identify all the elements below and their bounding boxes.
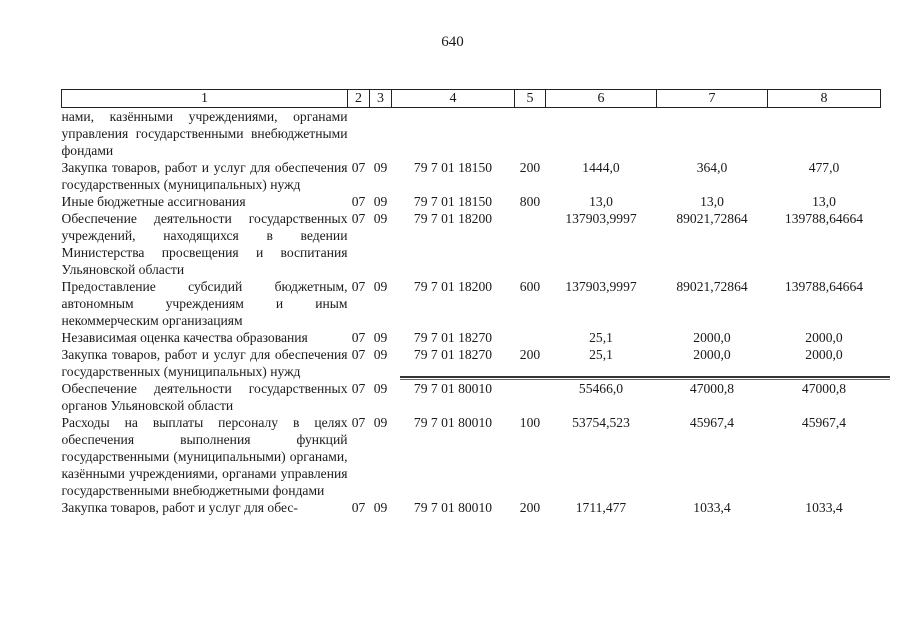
table-row <box>62 346 881 380</box>
row-value-cell-7: 2000,0 <box>693 347 731 362</box>
row-name-cell: Обеспечение деятельности государственных органов Ульяновской области <box>61 381 348 413</box>
row-value-cell-7: 2000,0 <box>693 330 731 345</box>
row-value-cell-2: 07 <box>351 194 366 209</box>
header-col-2: 2 <box>348 90 370 108</box>
row-name-cell: Расходы на выплаты персоналу в целях обеспечения выполнения функций государственными (муниципальными) органами, казёнными учреждениями, органами управления государственными внебюджетными фондами <box>61 415 348 498</box>
row-value-cell-5: 200 <box>519 347 541 362</box>
row-value-cell-3 <box>370 108 392 160</box>
row-value-cell-5: 200 <box>519 160 541 175</box>
row-value-cell-7: 1033,4 <box>693 500 731 515</box>
row-value-cell-3: 09 <box>373 279 388 294</box>
row-value-cell-2: 07 <box>351 500 366 515</box>
row-value-cell-4: 79 7 01 18150 <box>413 160 493 175</box>
row-value-cell-8: 2000,0 <box>805 347 843 362</box>
row-value-cell-2: 07 <box>351 347 366 362</box>
row-value-cell-5 <box>515 329 546 346</box>
header-col-1: 1 <box>62 90 348 108</box>
row-value-cell-8 <box>768 108 881 160</box>
table-row <box>62 193 881 210</box>
row-value-cell-8: 2000,0 <box>805 330 843 345</box>
row-value-cell-3: 09 <box>373 194 388 209</box>
row-value-cell-8: 45967,4 <box>801 415 847 430</box>
row-name-cell: Закупка товаров, работ и услуг для обеспечения государственных (муниципальных) нужд <box>61 160 348 192</box>
row-value-cell-7: 89021,72864 <box>676 211 748 226</box>
separator-line-thin <box>400 379 890 380</box>
row-name-cell: Предоставление субсидий бюджетным, автономным учреждениям и иным некоммерческим организациям <box>61 279 348 328</box>
table-row <box>62 380 881 414</box>
row-value-cell-6: 137903,9997 <box>565 279 637 294</box>
row-value-cell-8: 477,0 <box>808 160 840 175</box>
row-value-cell-5: 100 <box>519 415 541 430</box>
row-value-cell-3: 09 <box>373 330 388 345</box>
header-row <box>62 90 881 108</box>
row-name-cell: Иные бюджетные ассигнования <box>61 194 246 209</box>
table-row <box>62 210 881 278</box>
row-value-cell-7: 45967,4 <box>689 415 735 430</box>
table-row <box>62 108 881 160</box>
row-value-cell-7: 89021,72864 <box>676 279 748 294</box>
row-value-cell-3: 09 <box>373 347 388 362</box>
row-value-cell-4: 79 7 01 18200 <box>413 211 493 226</box>
row-name-cell: нами, казёнными учреждениями, органами управления государственными внебюджетными фондами <box>61 109 348 158</box>
row-value-cell-4 <box>392 108 515 160</box>
table-row <box>62 159 881 193</box>
row-value-cell-4: 79 7 01 80010 <box>413 500 493 515</box>
row-value-cell-3: 09 <box>373 211 388 226</box>
row-name-cell: Независимая оценка качества образования <box>61 330 308 345</box>
header-col-7: 7 <box>657 90 768 108</box>
budget-table <box>61 89 881 516</box>
header-col-6: 6 <box>546 90 657 108</box>
row-value-cell-5 <box>515 380 546 414</box>
row-name-cell: Обеспечение деятельности государственных учреждений, находящихся в ведении Министерства просвещения и воспитания Ульяновской области <box>61 211 348 277</box>
row-value-cell-8: 139788,64664 <box>784 211 864 226</box>
row-value-cell-6: 137903,9997 <box>565 211 637 226</box>
table-row <box>62 499 881 516</box>
row-value-cell-4: 79 7 01 18270 <box>413 347 493 362</box>
row-value-cell-6 <box>546 108 657 160</box>
row-value-cell-4: 79 7 01 80010 <box>413 415 493 430</box>
row-value-cell-4: 79 7 01 18150 <box>413 194 493 209</box>
row-value-cell-5 <box>515 210 546 278</box>
row-value-cell-2: 07 <box>351 160 366 175</box>
row-value-cell-5: 800 <box>519 194 541 209</box>
row-value-cell-2: 07 <box>351 330 366 345</box>
row-value-cell-6: 53754,523 <box>572 415 630 430</box>
row-value-cell-6: 55466,0 <box>578 381 624 396</box>
row-value-cell-3: 09 <box>373 500 388 515</box>
row-value-cell-6: 25,1 <box>589 347 613 362</box>
row-name-cell: Закупка товаров, работ и услуг для обеспечения государственных (муниципальных) нужд <box>61 347 348 379</box>
row-value-cell-5: 200 <box>519 500 541 515</box>
row-value-cell-2: 07 <box>351 415 366 430</box>
row-value-cell-3: 09 <box>373 160 388 175</box>
row-value-cell-7: 364,0 <box>696 160 728 175</box>
row-value-cell-6: 1444,0 <box>582 160 620 175</box>
header-col-4: 4 <box>392 90 515 108</box>
row-value-cell-7: 13,0 <box>700 194 724 209</box>
row-value-cell-8: 139788,64664 <box>784 279 864 294</box>
row-value-cell-6: 25,1 <box>589 330 613 345</box>
row-value-cell-6: 1711,477 <box>575 500 627 515</box>
table-row <box>62 414 881 499</box>
row-value-cell-8: 13,0 <box>812 194 836 209</box>
row-value-cell-7: 47000,8 <box>689 381 735 396</box>
row-value-cell-5: 600 <box>519 279 541 294</box>
row-value-cell-4: 79 7 01 18270 <box>413 330 493 345</box>
header-col-5: 5 <box>515 90 546 108</box>
row-value-cell-7 <box>657 108 768 160</box>
table-row <box>62 329 881 346</box>
header-col-3: 3 <box>370 90 392 108</box>
row-value-cell-2: 07 <box>351 381 366 396</box>
row-value-cell-6: 13,0 <box>589 194 613 209</box>
row-value-cell-2 <box>348 108 370 160</box>
row-name-cell: Закупка товаров, работ и услуг для обес- <box>61 500 298 515</box>
row-value-cell-3: 09 <box>373 415 388 430</box>
row-value-cell-2: 07 <box>351 279 366 294</box>
page-number: 640 <box>441 34 464 50</box>
row-value-cell-4: 79 7 01 18200 <box>413 279 493 294</box>
row-value-cell-8: 47000,8 <box>801 381 847 396</box>
table-row <box>62 278 881 329</box>
separator-line <box>400 376 890 378</box>
row-value-cell-8: 1033,4 <box>805 500 843 515</box>
row-value-cell-3: 09 <box>373 381 388 396</box>
row-value-cell-4: 79 7 01 80010 <box>413 381 493 396</box>
header-col-8: 8 <box>768 90 881 108</box>
row-value-cell-5 <box>515 108 546 160</box>
row-value-cell-2: 07 <box>351 211 366 226</box>
